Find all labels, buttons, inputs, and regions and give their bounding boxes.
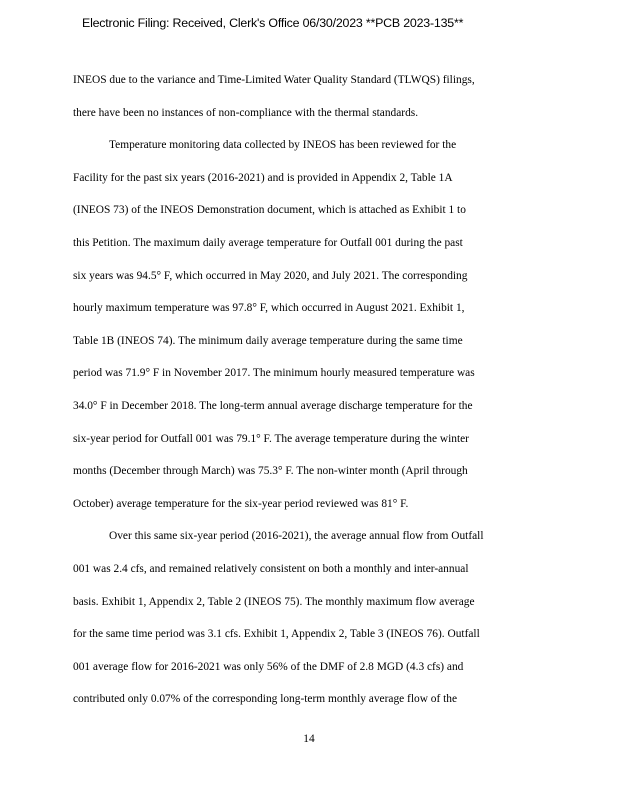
text-line: 001 was 2.4 cfs, and remained relatively consistent on both a monthly and inter-annual [73,562,469,575]
paragraph-first-line: Temperature monitoring data collected by INEOS has been reviewed for the [109,139,457,152]
page-number: 14 [303,733,315,745]
text-line: hourly maximum temperature was 97.8° F, which occurred in August 2021. Exhibit 1, [73,302,465,315]
text-line: there have been no instances of non-compliance with the thermal standards. [73,106,419,119]
filing-stamp-header: Electronic Filing: Received, Clerk's Office 06/30/2023 **PCB 2023-135** [82,16,464,30]
paragraph-first-line: Over this same six-year period (2016-2021), the average annual flow from Outfall [109,530,484,543]
text-line: for the same time period was 3.1 cfs. Exhibit 1, Appendix 2, Table 3 (INEOS 76). Outfall [73,628,480,641]
text-line: period was 71.9° F in November 2017. The minimum hourly measured temperature was [73,367,475,380]
text-line: this Petition. The maximum daily average temperature for Outfall 001 during the past [73,236,463,249]
text-line: INEOS due to the variance and Time-Limited Water Quality Standard (TLWQS) filings, [73,74,475,86]
text-line: six years was 94.5° F, which occurred in May 2020, and July 2021. The corresponding [73,269,468,282]
text-line: 001 average flow for 2016-2021 was only 56% of the DMF of 2.8 MGD (4.3 cfs) and [73,660,464,673]
text-line: Table 1B (INEOS 74). The minimum daily average temperature during the same time [73,334,463,347]
text-line: (INEOS 73) of the INEOS Demonstration document, which is attached as Exhibit 1 to [73,204,466,217]
text-line: 34.0° F in December 2018. The long-term annual average discharge temperature for the [73,399,473,412]
text-line: months (December through March) was 75.3° F. The non-winter month (April through [73,465,468,478]
text-line: Facility for the past six years (2016-2021) and is provided in Appendix 2, Table 1A [73,171,453,184]
text-line: October) average temperature for the six-year period reviewed was 81° F. [73,497,409,510]
document-body [73,69,513,721]
text-line: six-year period for Outfall 001 was 79.1° F. The average temperature during the winter [73,432,469,445]
text-line: contributed only 0.07% of the corresponding long-term monthly average flow of the [73,693,458,706]
text-line: basis. Exhibit 1, Appendix 2, Table 2 (INEOS 75). The monthly maximum flow average [73,595,475,608]
